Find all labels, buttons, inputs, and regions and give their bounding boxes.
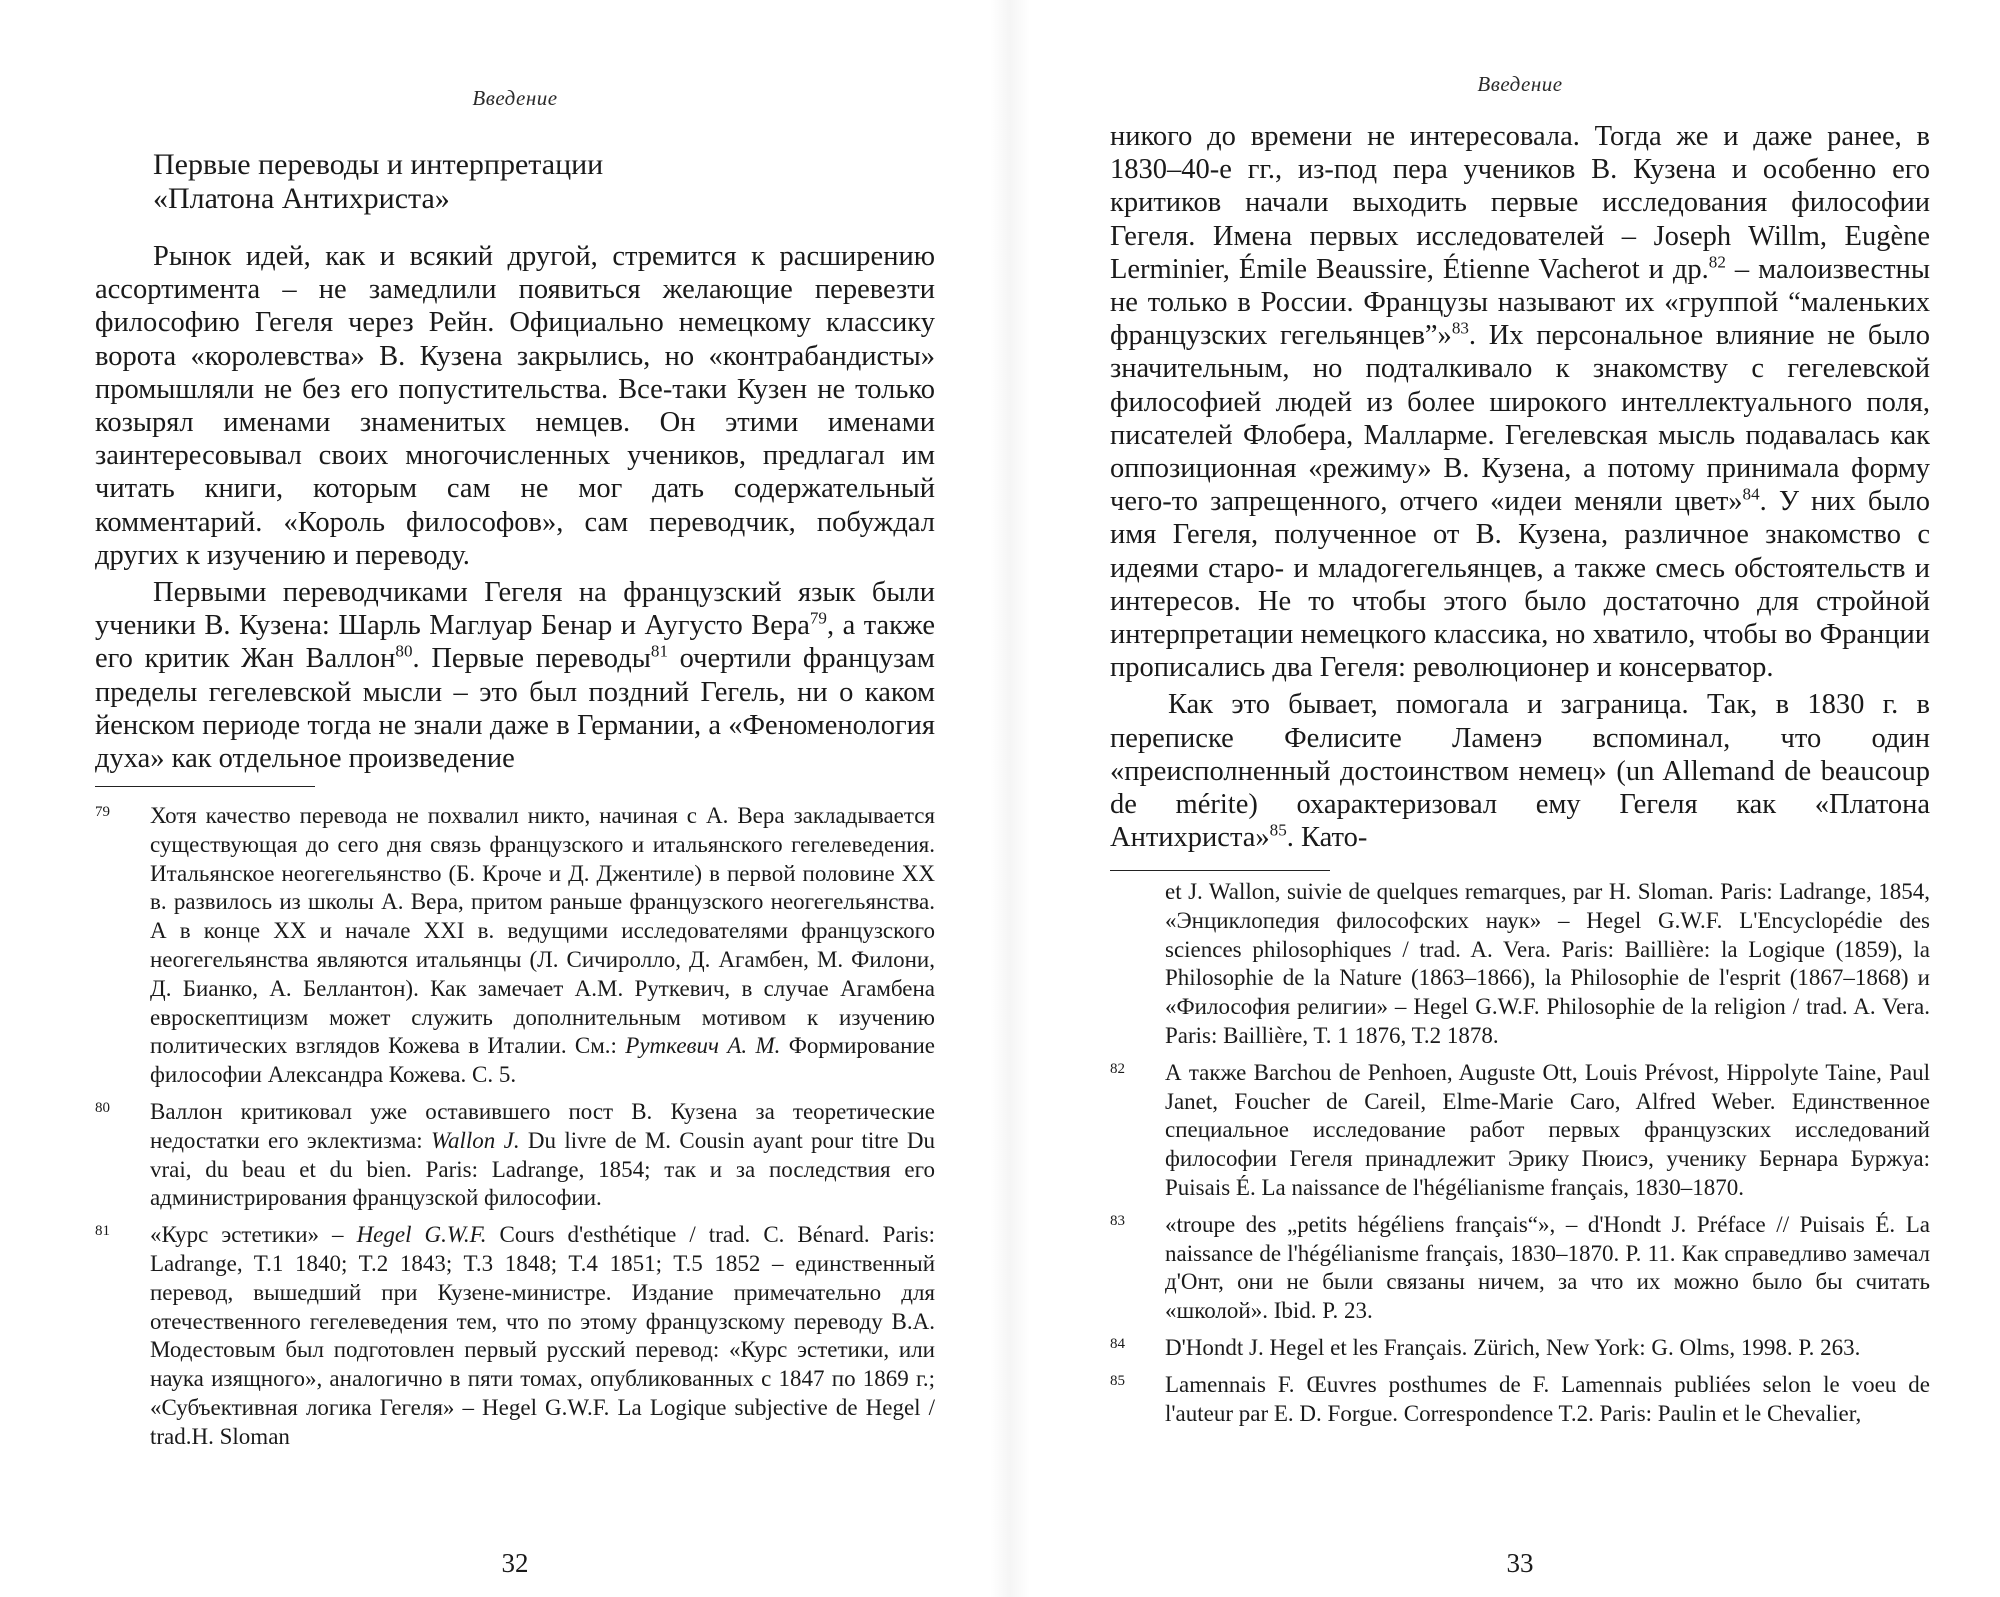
paragraph [1110, 120, 1930, 684]
footnote-text: «troupe des „petits hégéliens français“», – d'Hondt J. Préface // Puisais É. La naissance de l'hégélianisme français, 1830–1870. P. 11. Как справедливо замечал д'Онт, они не были связаны ничем, за что их можно было бы считать «школой». Ibid. P. 23. [1165, 1211, 1930, 1324]
footnote-divider [95, 786, 315, 787]
running-head: Введение [472, 86, 558, 110]
section-title-line: «Платона Антихриста» [153, 182, 450, 215]
section-title-line: Первые переводы и интерпретации [153, 148, 604, 181]
footnote-text: «Курс эстетики» – [150, 1222, 357, 1248]
footnote-text: Cours d'esthétique / trad. C. Bénard. Paris: Ladrange, T.1 1840; T.2 1843; T.3 1848; T.4 1851; T.5 1852 – единственный перевод, вышедший при Кузене-министре. Издание примечательно для отечественного гегелеведения тем, что по этому французскому переводу В.А. Модестовым был подготовлен первый русский перевод: «Курс эстетики, или наука изящного», аналогично в пяти томах, опубликованных с 1847 по 1869 г.; «Субъективная логика Гегеля» – Hegel G.W.F. La Logique subjective de Hegel / trad.H. Sloman [150, 1222, 935, 1449]
footnotes [95, 802, 935, 1460]
footnote-number: 85 [1110, 1372, 1125, 1389]
footnote-ref[interactable]: 83 [1451, 318, 1469, 338]
footnote-ref[interactable]: 85 [1269, 820, 1287, 840]
footnote [1110, 1059, 1930, 1203]
footnote-number: 83 [1110, 1212, 1125, 1229]
footnote-ref[interactable]: 79 [809, 608, 827, 628]
text-run: никого до времени не интересовала. Тогда же и даже ранее, в 1830–40-е гг., из-под пера учеников В. Кузена и особенно его критиков начали выходить первые исследования философии Гегеля. Имена первых исследователей – Joseph Willm, Eugène Lerminier, Émile Beaussire, Étienne Vacherot и др. [1110, 121, 1930, 285]
paragraph [1110, 688, 1930, 854]
footnote-text: Хотя качество перевода не похвалил никто, начиная с А. Вера закладывается существующая до сего дня связь французского и итальянского гегелеведения. Итальянское неогегельянство (Б. Кроче и Д. Джентиле) в первой половине XX в. развилось из школы А. Вера, притом раньше французского неогегельянства. А в конце XX и начале XXI в. ведущими исследователями французского неогегельянства являются итальянцы (Л. Сичиролло, Д. Агамбен, М. Филони, Д. Бианко, А. Беллантон). Как замечает А.М. Руткевич, в случае Агамбена евроскептицизм может служить дополнительным мотивом к изучению политических взглядов Кожева в Италии. См.: [150, 803, 935, 1059]
section-title [153, 148, 933, 216]
running-head: Введение [1477, 72, 1563, 96]
footnote-ref[interactable]: 81 [650, 641, 668, 661]
right-page [1110, 0, 1930, 1597]
text-run: Первыми переводчиками Гегеля на французский язык были ученики В. Кузена: Шарль Маглуар Бенар и Аугусто Вера [95, 577, 935, 642]
text-run: – малоизвестны не только в России. Французы называют их «группой “маленьких французских гегельянцев”» [1110, 253, 1930, 352]
footnote-italic: Hegel G.W.F. [356, 1222, 487, 1248]
footnote [95, 1221, 935, 1451]
paragraph: Рынок идей, как и всякий другой, стремится к расширению ассортимента – не замедлили появиться желающие перевезти философию Гегеля через Рейн. Официально немецкому классику ворота «королевства» В. Кузена закрылись, но «контрабандисты» промышляли не без его попустительства. Все-таки Кузен не только козырял именами знаменитых немцев. Он этими именами заинтересовывал своих многочисленных учеников, предлагал им читать книги, которым сам не мог дать содержательный комментарий. «Король философов», сам переводчик, побуждал других к изучению и переводу. [95, 241, 935, 571]
text-run: . Като- [1286, 822, 1368, 854]
footnotes [1110, 878, 1930, 1436]
footnote [95, 802, 935, 1090]
footnote-italic: Руткевич А. М. [625, 1033, 781, 1059]
footnote-ref[interactable]: 80 [395, 641, 413, 661]
left-page [95, 0, 935, 1597]
body-text [1110, 120, 1930, 858]
footnote [95, 1098, 935, 1213]
page-number: 33 [1506, 1548, 1534, 1578]
footnote-italic: Wallon J. [430, 1127, 520, 1153]
footnote-number: 81 [95, 1223, 110, 1240]
footnote-continuation: et J. Wallon, suivie de quelques remarques, par H. Sloman. Paris: Ladrange, 1854, «Энциклопедия философских наук» – Hegel G.W.F. L'Encyclopédie des sciences philosophiques / trad. A. Vera. Paris: Baillière: la Logique (1859), la Philosophie de la Nature (1863–1866), la Philosophie de l'esprit (1867–1868) и «Философия религии» – Hegel G.W.F. Philosophie de la religion / trad. A. Vera. Paris: Baillière, T. 1 1876, T.2 1878. [1165, 879, 1930, 1048]
footnote-text: Lamennais F. Œuvres posthumes de F. Lamennais publiées selon le voeu de l'auteur par E. D. Forgue. Correspondence T.2. Paris: Paulin et le Chevalier, [1165, 1371, 1930, 1426]
text-run: очертили французам пределы гегелевской мысли – это был поздний Гегель, ни о каком йенском периоде тогда не знали даже в Германии, а «Феноменология духа» как отдельное произведение [95, 643, 935, 775]
footnote-number: 79 [95, 804, 110, 820]
paragraph [95, 576, 935, 775]
footnote-ref[interactable]: 84 [1742, 484, 1760, 504]
book-gutter [990, 0, 1030, 1597]
footnote-text: Du livre de M. Cousin ayant pour titre Du vrai, du beau et du bien. Paris: Ladrange, 1854; так и за последствия его администрирования французской философии. [150, 1127, 935, 1211]
body-text [95, 240, 935, 779]
footnote-number: 80 [95, 1099, 110, 1116]
footnote-text: Формирование философии Александра Кожева. С. 5. [150, 1033, 935, 1088]
text-run: . У них было имя Гегеля, полученное от В. Кузена, различное знакомство с идеями старо- и младогегельянцев, а также смесь обстоятельств и интересов. Не то чтобы этого было достаточно для стройной интерпретации немецкого классика, но хватило, чтобы во Франции прописались два Гегеля: революционер и консерватор. [1110, 486, 1930, 684]
text-run: . Первые переводы [412, 643, 651, 675]
footnote-text: D'Hondt J. Hegel et les Français. Zürich, New York: G. Olms, 1998. P. 263. [1165, 1334, 1861, 1360]
footnote-number: 82 [1110, 1060, 1125, 1077]
text-run: , а также его критик Жан Валлон [95, 610, 935, 675]
footnote [1110, 1371, 1930, 1429]
footnote [1110, 1211, 1930, 1326]
text-run: Как это бывает, помогала и заграница. Так, в 1830 г. в переписке Фелисите Ламенэ вспоминал, что один «преисполненный достоинством немец» (un Allemand de beaucoup de mérite) охарактеризовал ему Гегеля как «Платона Антихриста» [1110, 689, 1930, 854]
footnote-number: 84 [1110, 1335, 1125, 1352]
footnote-ref[interactable]: 82 [1708, 252, 1726, 272]
text-run: . Их персональное влияние не было значительным, но подталкивало к знакомству с гегелевской философией людей из более широкого интеллектуального поля, писателей Флобера, Малларме. Гегелевская мысль подавалась как оппозиционная «режиму» В. Кузена, а потому принимала форму чего-то запрещенного, отчего «идеи меняли цвет» [1110, 320, 1930, 518]
footnote-text: А также Barchou de Penhoen, Auguste Ott, Louis Prévost, Hippolyte Taine, Paul Janet, Foucher de Careil, Elme-Marie Caro, Alfred Weber. Единственное специальное исследование работ первых французских исследований философии Гегеля принадлежит Эрику Пюисэ, ученику Бернара Буржуа: Puisais É. La naissance de l'hégélianisme français, 1830–1870. [1165, 1059, 1930, 1200]
footnote [1110, 1334, 1930, 1363]
footnote-divider [1110, 870, 1330, 871]
page-number: 32 [501, 1548, 529, 1578]
footnote-text: Валлон критиковал уже оставившего пост В. Кузена за теоретические недостатки его эклектизма: [150, 1098, 935, 1153]
